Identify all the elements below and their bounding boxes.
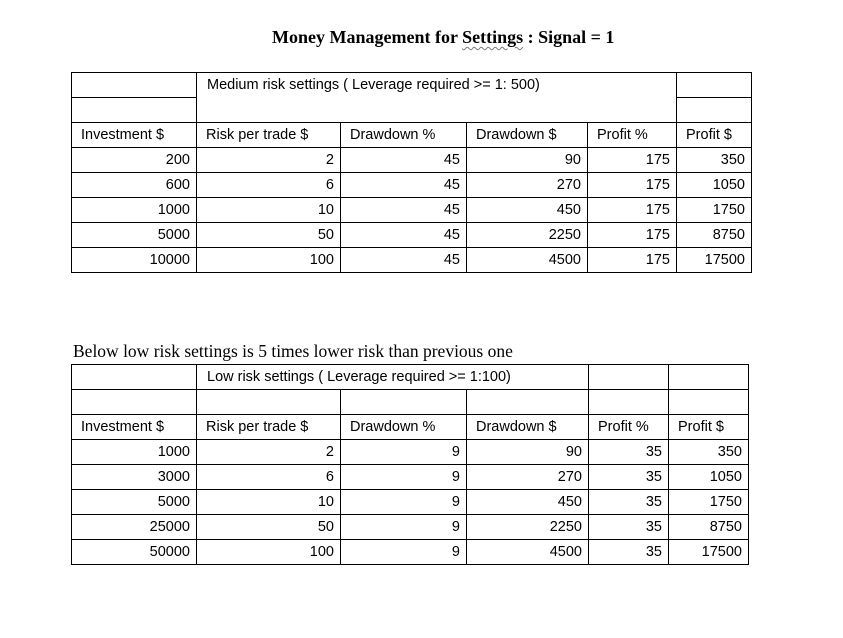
table-row — [72, 490, 749, 515]
table-cell-empty — [677, 98, 752, 123]
table-cell: 50000 — [72, 540, 197, 565]
table-cell: 100 — [197, 248, 341, 273]
table-cell: 10 — [197, 198, 341, 223]
low-risk-note: Below low risk settings is 5 times lower risk than previous one — [73, 341, 513, 361]
table-row — [72, 515, 749, 540]
table-cell: 1750 — [677, 198, 752, 223]
table-cell: 10000 — [72, 248, 197, 273]
table-cell: 45 — [341, 173, 467, 198]
column-header: Risk per trade $ — [197, 415, 341, 440]
table-cell: 2250 — [467, 515, 589, 540]
table-cell: 450 — [467, 198, 588, 223]
table-cell: 6 — [197, 465, 341, 490]
table-blank-row — [72, 98, 752, 123]
table-cell: 6 — [197, 173, 341, 198]
table-cell: 8750 — [669, 515, 749, 540]
column-header: Drawdown % — [341, 415, 467, 440]
table-cell: 100 — [197, 540, 341, 565]
table-cell-empty — [669, 390, 749, 415]
column-header: Profit $ — [669, 415, 749, 440]
medium-setting-label: Medium risk settings ( Leverage required >= 1: 500) — [197, 73, 677, 98]
table-cell: 17500 — [677, 248, 752, 273]
table-row — [72, 223, 752, 248]
column-header: Drawdown $ — [467, 123, 588, 148]
column-header: Drawdown % — [341, 123, 467, 148]
table-cell: 2 — [197, 148, 341, 173]
table-setting-row — [72, 365, 749, 390]
table-cell: 9 — [341, 440, 467, 465]
column-header: Profit % — [589, 415, 669, 440]
table-row — [72, 248, 752, 273]
table-cell: 90 — [467, 148, 588, 173]
table-cell: 35 — [589, 440, 669, 465]
table-cell: 2 — [197, 440, 341, 465]
table-cell-empty — [197, 98, 677, 123]
table-cell-empty — [72, 73, 197, 98]
table-cell: 9 — [341, 540, 467, 565]
table-cell: 5000 — [72, 490, 197, 515]
column-header: Risk per trade $ — [197, 123, 341, 148]
table-blank-row — [72, 390, 749, 415]
table-cell: 45 — [341, 148, 467, 173]
table-cell: 1050 — [669, 465, 749, 490]
table-cell: 4500 — [467, 540, 589, 565]
table-cell: 270 — [467, 465, 589, 490]
column-header: Profit $ — [677, 123, 752, 148]
table-cell-empty — [677, 73, 752, 98]
table-cell-empty — [589, 390, 669, 415]
table-cell: 350 — [669, 440, 749, 465]
table-cell-empty — [669, 365, 749, 390]
title-prefix: Money Management for — [272, 27, 463, 47]
page-title — [272, 27, 614, 48]
table-cell-empty — [197, 390, 341, 415]
table-row — [72, 173, 752, 198]
table-cell: 25000 — [72, 515, 197, 540]
table-cell: 35 — [589, 465, 669, 490]
table-cell: 3000 — [72, 465, 197, 490]
table-cell: 9 — [341, 515, 467, 540]
table-row — [72, 198, 752, 223]
table-cell: 175 — [588, 173, 677, 198]
table-row — [72, 148, 752, 173]
table-cell: 9 — [341, 490, 467, 515]
table-cell: 90 — [467, 440, 589, 465]
table-cell: 600 — [72, 173, 197, 198]
table-cell: 5000 — [72, 223, 197, 248]
table-cell: 4500 — [467, 248, 588, 273]
low-risk-table — [71, 364, 749, 565]
table-row — [72, 465, 749, 490]
table-cell: 175 — [588, 198, 677, 223]
table-cell: 17500 — [669, 540, 749, 565]
table-cell: 175 — [588, 223, 677, 248]
table-cell-empty — [341, 390, 467, 415]
title-underlined-word: Settings — [462, 27, 524, 47]
table-header-row — [72, 415, 749, 440]
column-header: Investment $ — [72, 123, 197, 148]
table-cell: 450 — [467, 490, 589, 515]
table-cell: 35 — [589, 540, 669, 565]
table-cell: 50 — [197, 223, 341, 248]
table-header-row — [72, 123, 752, 148]
table-cell: 1750 — [669, 490, 749, 515]
column-header: Profit % — [588, 123, 677, 148]
table-cell: 35 — [589, 490, 669, 515]
table-cell: 50 — [197, 515, 341, 540]
table-cell: 1000 — [72, 198, 197, 223]
table-cell-empty — [72, 390, 197, 415]
column-header: Drawdown $ — [467, 415, 589, 440]
table-cell: 2250 — [467, 223, 588, 248]
table-setting-row — [72, 73, 752, 98]
table-cell: 175 — [588, 248, 677, 273]
table-cell-empty — [467, 390, 589, 415]
table-cell: 45 — [341, 248, 467, 273]
medium-risk-table — [71, 72, 752, 273]
table-cell: 270 — [467, 173, 588, 198]
table-cell: 35 — [589, 515, 669, 540]
table-row — [72, 440, 749, 465]
table-cell: 1050 — [677, 173, 752, 198]
table-cell: 45 — [341, 223, 467, 248]
table-cell-empty — [467, 365, 589, 390]
table-cell: 9 — [341, 465, 467, 490]
table-cell: 175 — [588, 148, 677, 173]
table-cell: 10 — [197, 490, 341, 515]
table-cell-empty — [72, 98, 197, 123]
table-cell: 1000 — [72, 440, 197, 465]
table-row — [72, 540, 749, 565]
column-header: Investment $ — [72, 415, 197, 440]
low-setting-label: Low risk settings ( Leverage required >= 1:100) — [197, 365, 467, 390]
title-suffix: : Signal = 1 — [523, 27, 615, 47]
table-cell: 350 — [677, 148, 752, 173]
table-cell: 8750 — [677, 223, 752, 248]
table-cell-empty — [589, 365, 669, 390]
table-cell: 200 — [72, 148, 197, 173]
table-cell-empty — [72, 365, 197, 390]
table-cell: 45 — [341, 198, 467, 223]
